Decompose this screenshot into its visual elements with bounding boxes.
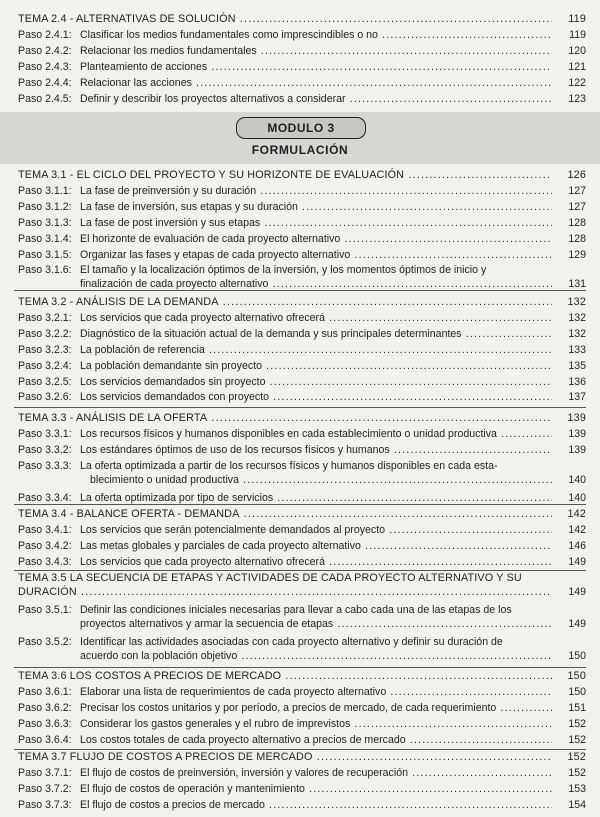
paso-label: Paso 3.2.2: xyxy=(18,327,72,340)
page-number: 140 xyxy=(568,491,586,504)
section-tema-3-6 xyxy=(0,667,600,749)
toc-row[interactable] xyxy=(0,28,600,44)
paso-title: Los servicios que cada proyecto alternativo ofrecerá ..... xyxy=(80,311,552,327)
paso-label: Paso 3.4.1: xyxy=(18,524,72,536)
page-number: 152 xyxy=(568,767,586,779)
paso-title-line2: acuerdo con la población objetivo ..... xyxy=(80,649,552,665)
page-number: 149 xyxy=(568,618,586,630)
page-number: 132 xyxy=(567,296,586,308)
paso-title: La oferta optimizada por tipo de servicios ..... xyxy=(80,491,552,507)
paso-title: Considerar los gastos generales y el rubro de imprevistos ..... xyxy=(80,717,552,733)
toc-row[interactable] xyxy=(0,60,600,76)
page-number: 139 xyxy=(567,412,586,424)
page-number: 137 xyxy=(568,391,586,404)
paso-title: Los estándares óptimos de uso de los recursos físicos y humanos ..... xyxy=(80,443,552,459)
page-number: 151 xyxy=(568,701,586,714)
paso-title: La fase de post inversión y sus etapas ..... xyxy=(80,216,552,232)
tema-row[interactable] xyxy=(0,10,600,28)
toc-row[interactable] xyxy=(0,717,600,733)
paso-title: Precisar los costos unitarios y por período, a precios de mercado, de cada requerimiento ..... xyxy=(80,701,552,717)
paso-label: Paso 2.4.5: xyxy=(18,92,72,105)
toc-row[interactable] xyxy=(0,184,600,200)
page-number: 120 xyxy=(568,44,586,57)
paso-title: Los costos totales de cada proyecto alternativo a precios de mercado ..... xyxy=(80,733,552,749)
paso-label: Paso 3.7.3: xyxy=(18,798,72,811)
section-tema-3-3 xyxy=(0,409,600,507)
page-number: 133 xyxy=(568,343,586,356)
toc-row[interactable] xyxy=(0,523,600,539)
page-number: 135 xyxy=(568,359,586,372)
paso-label: Paso 3.1.1: xyxy=(18,185,72,197)
toc-row[interactable] xyxy=(0,733,600,749)
tema-row[interactable] xyxy=(0,505,600,523)
section-tema-3-1 xyxy=(0,166,600,295)
paso-label: Paso 3.2.4: xyxy=(18,359,72,372)
paso-label: Paso 3.7.1: xyxy=(18,767,72,779)
paso-label: Paso 2.4.2: xyxy=(18,44,72,57)
toc-row[interactable] xyxy=(0,92,600,108)
paso-title-line1: El tamaño y la localización óptimos de la inversión, y los momentos óptimos de inicio y xyxy=(80,264,487,277)
paso-title: Planteamiento de acciones ..... xyxy=(80,60,552,76)
tema-title: TEMA 3.6 LOS COSTOS A PRECIOS DE MERCADO ..... xyxy=(18,667,552,685)
page-number: 129 xyxy=(568,248,586,261)
paso-label: Paso 3.5.1: xyxy=(18,604,72,616)
paso-label: Paso 3.4.2: xyxy=(18,539,72,552)
toc-row[interactable] xyxy=(0,232,600,248)
toc-row[interactable] xyxy=(0,359,600,375)
toc-row-wrapped[interactable] xyxy=(0,459,600,491)
paso-title: Las metas globales y parciales de cada proyecto alternativo ..... xyxy=(80,539,552,555)
paso-label: Paso 3.4.3: xyxy=(18,555,72,568)
tema-title: TEMA 3.3 - ANÁLISIS DE LA OFERTA ..... xyxy=(18,409,552,427)
page-number: 122 xyxy=(568,76,586,89)
tema-row[interactable] xyxy=(0,293,600,311)
paso-title-line1: La oferta optimizada a partir de los recursos físicos y humanos disponibles en cada esta- xyxy=(80,459,498,472)
page-number: 140 xyxy=(568,473,586,486)
paso-title: Los servicios demandados sin proyecto ..... xyxy=(80,375,552,391)
page-number: 150 xyxy=(567,670,586,682)
tema-title-line2: DURACIÓN ..... xyxy=(18,585,552,601)
paso-title: El flujo de costos a precios de mercado ..... xyxy=(80,798,552,814)
paso-title: Los servicios demandados con proyecto ..... xyxy=(80,390,552,406)
page-number: 142 xyxy=(567,508,586,520)
paso-label: Paso 3.1.5: xyxy=(18,248,72,261)
toc-row[interactable] xyxy=(0,427,600,443)
toc-row[interactable] xyxy=(0,798,600,814)
paso-label: Paso 3.6.1: xyxy=(18,686,72,698)
page-number: 153 xyxy=(568,782,586,795)
paso-label: Paso 3.3.1: xyxy=(18,428,72,440)
paso-label: Paso 3.2.3: xyxy=(18,343,72,356)
toc-row[interactable] xyxy=(0,766,600,782)
page-number: 127 xyxy=(568,200,586,213)
paso-title: El flujo de costos de preinversión, inversión y valores de recuperación ..... xyxy=(80,766,552,782)
paso-title: La fase de inversión, sus etapas y su duración ..... xyxy=(80,200,552,216)
tema-row[interactable] xyxy=(0,667,600,685)
page-number: 127 xyxy=(568,185,586,197)
toc-row[interactable] xyxy=(0,443,600,459)
page-number: 154 xyxy=(568,798,586,811)
paso-title-line1: Identificar las actividades asociadas con cada proyecto alternativo y definir su duración de xyxy=(80,636,503,648)
toc-row[interactable] xyxy=(0,539,600,555)
paso-title: Los servicios que cada proyecto alternativo ofrecerá ..... xyxy=(80,555,552,571)
page-number: 132 xyxy=(568,312,586,324)
section-tema-3-4 xyxy=(0,505,600,571)
paso-title: La fase de preinversión y su duración ..... xyxy=(80,184,552,200)
paso-label: Paso 3.5.2: xyxy=(18,636,72,648)
tema-row[interactable] xyxy=(0,409,600,427)
paso-label: Paso 2.4.4: xyxy=(18,76,72,89)
tema-title: TEMA 3.2 - ANÁLISIS DE LA DEMANDA ..... xyxy=(18,293,552,311)
page-number: 119 xyxy=(568,13,586,25)
tema-title: TEMA 3.7 FLUJO DE COSTOS A PRECIOS DE MERCADO ..... xyxy=(18,748,552,766)
paso-label: Paso 3.1.3: xyxy=(18,216,72,229)
toc-row[interactable] xyxy=(0,555,600,571)
page-number: 131 xyxy=(568,278,586,291)
paso-title-line2: blecimiento o unidad productiva ..... xyxy=(90,473,552,489)
page-number: 150 xyxy=(568,650,586,662)
toc-row[interactable] xyxy=(0,685,600,701)
module-title: FORMULACIÓN xyxy=(251,143,349,157)
toc-row[interactable] xyxy=(0,343,600,359)
page-number: 152 xyxy=(568,717,586,730)
page-number: 126 xyxy=(567,169,586,181)
page-number: 152 xyxy=(568,733,586,746)
page-number: 139 xyxy=(568,443,586,456)
section-divider xyxy=(14,407,586,408)
page-number: 139 xyxy=(568,428,586,440)
paso-label: Paso 3.6.2: xyxy=(18,701,72,714)
paso-title-line1: Definir las condiciones iniciales necesarias para llevar a cabo cada una de las etapas de los xyxy=(80,604,512,616)
paso-label: Paso 2.4.1: xyxy=(18,29,72,41)
page-number: 152 xyxy=(567,751,586,763)
paso-title: Los recursos físicos y humanos disponibles en cada establecimiento o unidad productiva ..... xyxy=(80,427,552,443)
paso-title: Relacionar las acciones ..... xyxy=(80,76,552,92)
page-number: 119 xyxy=(569,29,586,41)
page-number: 121 xyxy=(568,60,586,73)
page-number: 128 xyxy=(568,232,586,245)
toc-row[interactable] xyxy=(0,216,600,232)
page-number: 149 xyxy=(568,586,586,598)
tema-title-line1: TEMA 3.5 LA SECUENCIA DE ETAPAS Y ACTIVIDADES DE CADA PROYECTO ALTERNATIVO Y SU xyxy=(18,572,522,584)
paso-title-line2: finalización de cada proyecto alternativo ..... xyxy=(80,277,552,293)
toc-row[interactable] xyxy=(0,200,600,216)
toc-row[interactable] xyxy=(0,327,600,343)
paso-title-line2: proyectos alternativos y armar la secuencia de etapas ..... xyxy=(80,617,552,633)
section-tema-3-7 xyxy=(0,748,600,814)
page-number: 128 xyxy=(568,216,586,229)
paso-label: Paso 3.7.2: xyxy=(18,782,72,795)
tema-title: TEMA 3.4 - BALANCE OFERTA - DEMANDA ..... xyxy=(18,505,552,523)
toc-row-wrapped[interactable] xyxy=(0,635,600,667)
paso-label: Paso 3.2.6: xyxy=(18,391,72,404)
paso-label: Paso 2.4.3: xyxy=(18,60,72,73)
tema-title: TEMA 3.1 - EL CICLO DEL PROYECTO Y SU HORIZONTE DE EVALUACIÓN ..... xyxy=(18,166,552,184)
paso-title: Clasificar los medios fundamentales como imprescindibles o no ..... xyxy=(80,28,552,44)
paso-label: Paso 3.2.1: xyxy=(18,312,72,324)
section-divider xyxy=(14,290,586,291)
paso-title: Elaborar una lista de requerimientos de cada proyecto alternativo ..... xyxy=(80,685,552,701)
paso-title: Relacionar los medios fundamentales ..... xyxy=(80,44,552,60)
paso-label: Paso 3.1.2: xyxy=(18,200,72,213)
paso-title: El flujo de costos de operación y mantenimiento ..... xyxy=(80,782,552,798)
toc-row[interactable] xyxy=(0,311,600,327)
tema-row[interactable] xyxy=(0,748,600,766)
page-number: 123 xyxy=(568,92,586,105)
toc-row[interactable] xyxy=(0,701,600,717)
paso-label: Paso 3.6.3: xyxy=(18,717,72,730)
paso-title: Los servicios que serán potencialmente demandados al proyecto ..... xyxy=(80,523,552,539)
tema-row[interactable] xyxy=(0,166,600,184)
page-number: 142 xyxy=(568,524,586,536)
section-tema-3-5 xyxy=(0,571,600,667)
page-number: 146 xyxy=(568,539,586,552)
paso-title: Diagnóstico de la situación actual de la demanda y sus principales determinantes ..... xyxy=(80,327,552,343)
paso-title: La población demandante sin proyecto ..... xyxy=(80,359,552,375)
paso-label: Paso 3.2.5: xyxy=(18,375,72,388)
paso-label: Paso 3.6.4: xyxy=(18,733,72,746)
page-number: 136 xyxy=(568,375,586,388)
paso-title: La población de referencia ..... xyxy=(80,343,552,359)
page-number: 132 xyxy=(568,327,586,340)
paso-label: Paso 3.3.2: xyxy=(18,443,72,456)
paso-label: Paso 3.1.4: xyxy=(18,232,72,245)
toc-row[interactable] xyxy=(0,782,600,798)
section-tema-2-4 xyxy=(0,10,600,107)
paso-title: Organizar las fases y etapas de cada proyecto alternativo ..... xyxy=(80,248,552,264)
paso-title: El horizonte de evaluación de cada proyecto alternativo ..... xyxy=(80,232,552,248)
section-tema-3-2 xyxy=(0,293,600,406)
module-badge: MODULO 3 xyxy=(236,117,366,139)
page-number: 150 xyxy=(568,686,586,698)
page-number: 149 xyxy=(568,555,586,568)
paso-title: Definir y describir los proyectos alternativos a considerar ..... xyxy=(80,92,552,108)
toc-row[interactable] xyxy=(0,76,600,92)
tema-row-wrapped[interactable] xyxy=(0,571,600,603)
toc-row[interactable] xyxy=(0,248,600,264)
toc-row[interactable] xyxy=(0,390,600,406)
paso-label: Paso 3.3.3: xyxy=(18,459,72,472)
paso-label: Paso 3.3.4: xyxy=(18,491,72,504)
toc-row-wrapped[interactable] xyxy=(0,603,600,635)
paso-label: Paso 3.1.6: xyxy=(18,264,72,277)
tema-title: TEMA 2.4 - ALTERNATIVAS DE SOLUCIÓN ..... xyxy=(18,10,552,28)
toc-row[interactable] xyxy=(0,44,600,60)
toc-row[interactable] xyxy=(0,375,600,391)
